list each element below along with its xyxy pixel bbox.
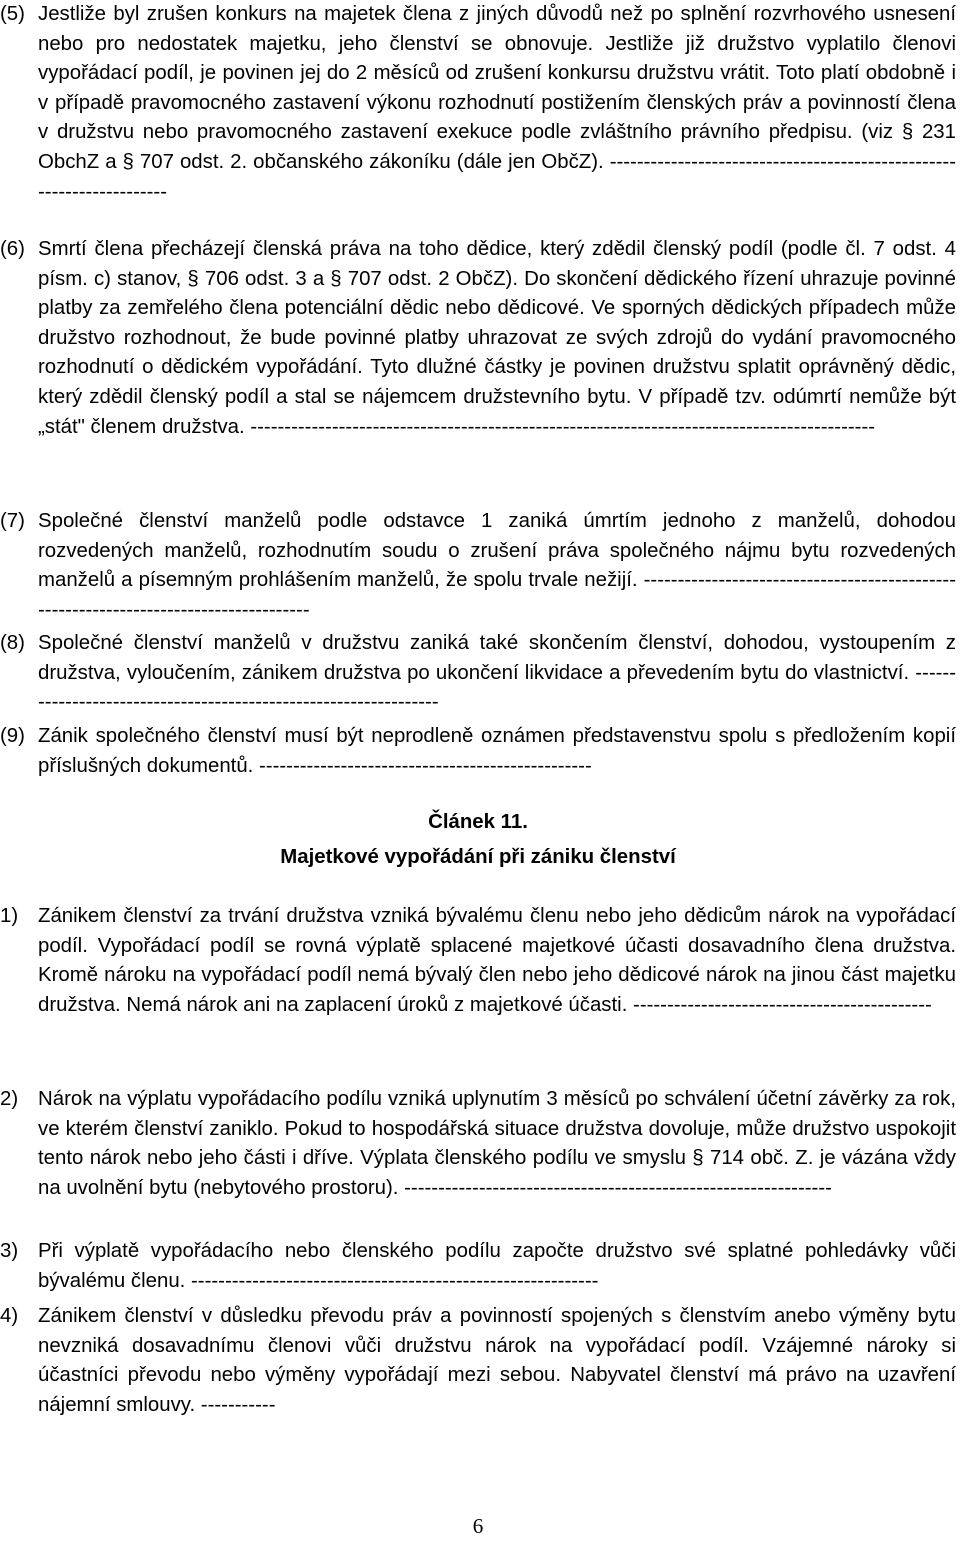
- paragraph-number: (9): [0, 725, 25, 747]
- paragraph-number: (8): [0, 632, 25, 654]
- article-subheading: Majetkové vypořádání při zániku členství: [280, 846, 676, 868]
- article-paragraph-3: [0, 1237, 956, 1296]
- paragraph-text: Zánik společného členství musí být neprodleně oznámen představenstvu spolu s předložením kopií příslušných dokumentů. -------------------------------------------------: [38, 725, 956, 777]
- paragraph-number: (6): [0, 238, 25, 260]
- paragraph-text: Zánikem členství v důsledku převodu práv a povinností spojených s členstvím anebo výměny bytu nevzniká dosavadnímu členovi vůči družstvu nárok na vypořádací podíl. Vzájemné nároky si účastníci převodu nebo výměny vypořádají mezi sebou. Nabyvatel členství má právo na uzavření nájemní smlouvy. -----------: [38, 1305, 956, 1416]
- article-paragraph-4: [0, 1302, 956, 1420]
- paragraph-8: [0, 629, 956, 718]
- paragraph-number: (7): [0, 510, 25, 532]
- page-number: 6: [472, 1514, 484, 1538]
- paragraph-number: 2): [0, 1088, 19, 1110]
- paragraph-text: Smrtí člena přecházejí členská práva na toho dědice, který zdědil členský podíl (podle čl. 7 odst. 4 písm. c) stanov, § 706 odst. 3 a § 707 odst. 2 ObčZ). Do skončení dědického řízení uhrazuje povinné platby za zemřelého člena potenciální dědic nebo dědicové. Ve sporných dědických případech může družstvo rozhodnout, že bude povinné platby uhrazovat ze svých zdrojů do vydání pravomocného rozhodnutí o dědickém vypořádání. Tyto dlužné částky je povinen družstvu splatit oprávněný dědic, který zdědil členský podíl a stal se nájemcem družstevního bytu. V případě tzv. odúmrtí nemůže být „stát" členem družstva. --------------------------------------------------------------------------------------------: [38, 238, 956, 438]
- paragraph-5: [0, 0, 956, 207]
- paragraph-text: Nárok na výplatu vypořádacího podílu vzniká uplynutím 3 měsíců po schválení účetní závěrky za rok, ve kterém členství zaniklo. Pokud to hospodářská situace družstva dovoluje, může družstvo uspokojit tento nárok nebo jeho části i dříve. Výplata členského podílu ve smyslu § 714 obč. Z. je vázána vždy na uvolnění bytu (nebytového prostoru). ---------------------------------------------------------------: [38, 1088, 956, 1199]
- paragraph-number: 4): [0, 1305, 19, 1327]
- article-heading: Článek 11.: [428, 811, 528, 833]
- paragraph-text: Společné členství manželů podle odstavce 1 zaniká úmrtím jednoho z manželů, dohodou rozvedených manželů, rozhodnutím soudu o zrušení práva společného nájmu bytu rozvedených manželů a písemným prohlášením manželů, že spolu trvale nežijí. --------------------------------------------------------------------------------------: [38, 510, 956, 621]
- paragraph-9: [0, 722, 956, 781]
- paragraph-number: (5): [0, 3, 25, 25]
- paragraph-text: Při výplatě vypořádacího nebo členského podílu započte družstvo své splatné pohledávky vůči bývalému členu. ------------------------------------------------------------: [38, 1240, 956, 1292]
- paragraph-number: 3): [0, 1240, 19, 1262]
- paragraph-6: [0, 235, 956, 442]
- paragraph-text: Jestliže byl zrušen konkurs na majetek člena z jiných důvodů než po splnění rozvrhového usnesení nebo pro nedostatek majetku, jeho členství se obnovuje. Jestliže již družstvo vyplatilo členovi vypořádací podíl, je povinen jej do 2 měsíců od zrušení konkursu družstvu vrátit. Toto platí obdobně i v případě pravomocného zastavení výkonu rozhodnutí postižením členských práv a povinností člena v družstvu nebo pravomocného zastavení exekuce podle zvláštního právního předpisu. (viz § 231 ObchZ a § 707 odst. 2. občanského zákoníku (dále jen ObčZ). ----------------------------------------------------------------------: [38, 3, 956, 203]
- paragraph-number: 1): [0, 905, 19, 927]
- paragraph-7: [0, 507, 956, 625]
- article-paragraph-1: [0, 902, 956, 1020]
- article-paragraph-2: [0, 1085, 956, 1203]
- paragraph-text: Společné členství manželů v družstvu zaniká také skončením členství, dohodou, vystoupením z družstva, vyloučením, zánikem družstva po ukončení likvidace a převedením bytu do vlastnictví. -----------------------------------------------------------------: [38, 632, 956, 714]
- paragraph-text: Zánikem členství za trvání družstva vzniká bývalému členu nebo jeho dědicům nárok na vypořádací podíl. Vypořádací podíl se rovná výplatě splacené majetkové účasti dosavadního člena družstva. Kromě nároku na vypořádací podíl nemá bývalý člen nebo jeho dědicové nárok na jinou část majetku družstva. Nemá nárok ani na zaplacení úroků z majetkové účasti. --------------------------------------------: [38, 905, 956, 1016]
